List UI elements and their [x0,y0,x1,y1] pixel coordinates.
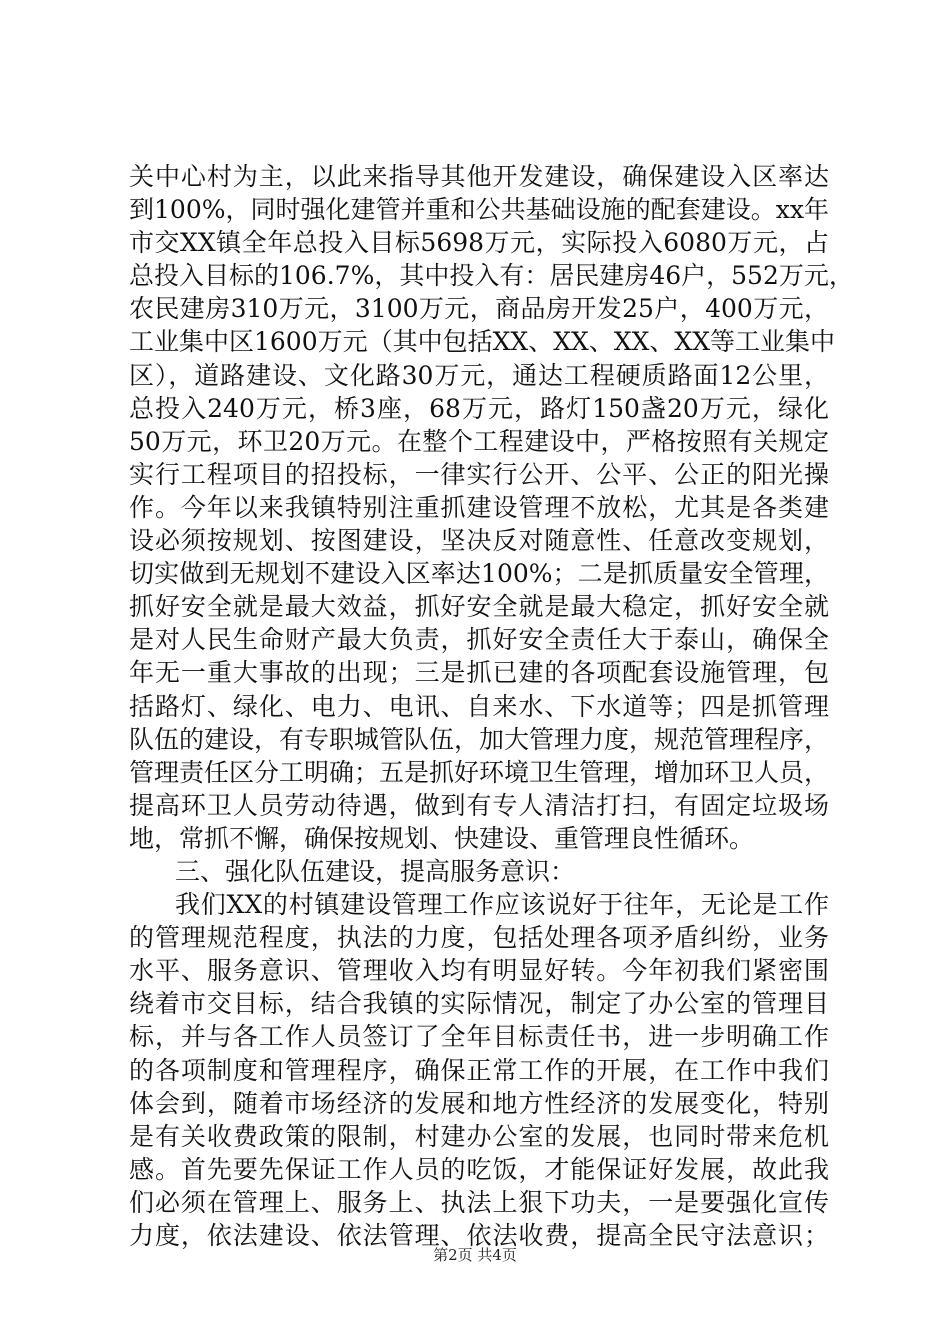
text-line: 总投入目标的106.7%，其中投入有：居民建房46户，552万元， [129,261,854,291]
text-line: 到100%，同时强化建管并重和公共基础设施的配套建设。xx年 [129,195,829,225]
text-line: 力度，依法建设、依法管理、依法收费，提高全民守法意识； [129,1221,829,1250]
text-line: 关中心村为主，以此来指导其他开发建设，确保建设入区率达 [129,162,829,191]
text-line: 体会到，随着市场经济的发展和地方性经济的发展变化，特别 [129,1088,829,1118]
text-line: 抓好安全就是最大效益，抓好安全就是最大稳定，抓好安全就 [129,592,829,622]
text-line: 标，并与各工作人员签订了全年目标责任书，进一步明确工作 [129,1022,829,1052]
text-line: 市交XX镇全年总投入目标5698万元，实际投入6080万元，占 [129,228,829,258]
text-line: 水平、服务意识、管理收入均有明显好转。今年初我们紧密围 [129,956,829,986]
text-line: 年无一重大事故的出现；三是抓已建的各项配套设施管理，包 [129,658,829,688]
document-body [129,160,854,1252]
text-line: 作。今年以来我镇特别注重抓建设管理不放松，尤其是各类建 [129,492,829,522]
text-line: 提高环卫人员劳动待遇，做到有专人清洁打扫，有固定垃圾场 [129,790,829,820]
page-footer [0,1245,950,1265]
text-line: 感。首先要先保证工作人员的吃饭，才能保证好发展，故此我 [129,1154,829,1184]
page-number: 第2页 共4页 [433,1246,517,1264]
text-line: 们必须在管理上、服务上、执法上狠下功夫，一是要强化宣传 [129,1187,829,1217]
text-line: 括路灯、绿化、电力、电讯、自来水、下水道等；四是抓管理 [129,691,829,721]
text-line: 队伍的建设，有专职城管队伍，加大管理力度，规范管理程序， [129,724,830,754]
text-line: 的各项制度和管理程序，确保正常工作的开展，在工作中我们 [129,1055,829,1085]
text-line: 50万元，环卫20万元。在整个工程建设中，严格按照有关规定 [129,426,829,456]
section-heading: 三、强化队伍建设，提高服务意识： [175,856,576,886]
text-line: 实行工程项目的招投标，一律实行公开、公平、公正的阳光操 [129,459,829,489]
text-line: 绕着市交目标，结合我镇的实际情况，制定了办公室的管理目 [129,989,829,1019]
paragraph-first-line: 我们XX的村镇建设管理工作应该说好于往年，无论是工作 [175,890,829,920]
text-line: 地，常抓不懈，确保按规划、快建设、重管理良性循环。 [129,823,755,853]
text-line: 工业集中区1600万元（其中包括XX、XX、XX、XX等工业集中 [129,327,836,357]
text-line: 农民建房310万元，3100万元，商品房开发25户，400万元， [129,294,829,324]
text-line: 管理责任区分工明确；五是抓好环境卫生管理，增加环卫人员， [129,757,830,787]
text-line: 的管理规范程度，执法的力度，包括处理各项矛盾纠纷，业务 [129,923,829,953]
text-line: 是有关收费政策的限制，村建办公室的发展，也同时带来危机 [129,1121,829,1151]
text-line: 区），道路建设、文化路30万元，通达工程硬质路面12公里， [129,360,829,390]
text-line: 设必须按规划、按图建设，坚决反对随意性、任意改变规划， [129,526,829,556]
text-line: 是对人民生命财产最大负责，抓好安全责任大于泰山，确保全 [129,625,829,655]
text-line: 切实做到无规划不建设入区率达100%；二是抓质量安全管理， [129,559,829,589]
text-line: 总投入240万元，桥3座，68万元，路灯150盏20万元，绿化 [129,393,829,423]
